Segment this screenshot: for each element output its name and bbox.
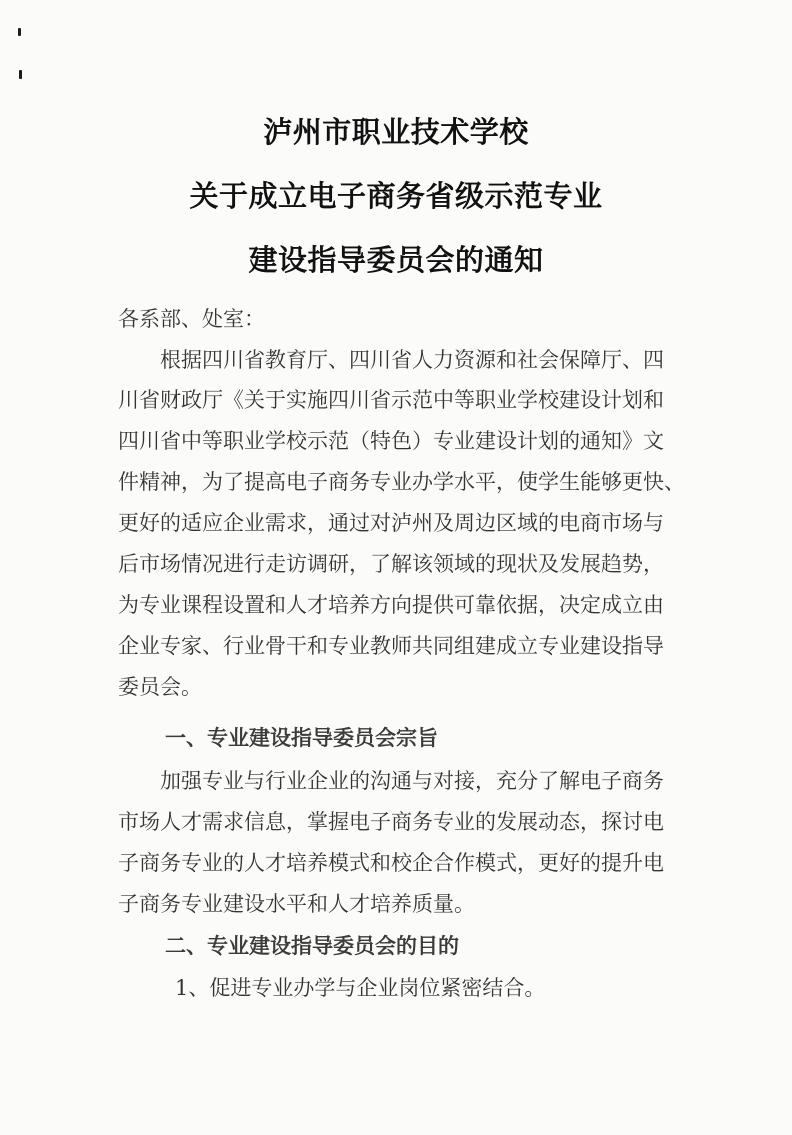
paragraph-2-line: 子商务专业的人才培养模式和校企合作模式，更好的提升电 <box>118 851 664 875</box>
paragraph-1-line: 为专业课程设置和人才培养方向提供可靠依据，决定成立由 <box>118 593 664 617</box>
title-line-1: 泸州市职业技术学校 <box>263 115 529 149</box>
paragraph-1-line: 后市场情况进行走访调研，了解该领域的现状及发展趋势， <box>118 552 664 576</box>
paragraph-1-line: 企业专家、行业骨干和专业教师共同组建成立专业建设指导 <box>118 634 664 658</box>
paragraph-1-line: 更好的适应企业需求，通过对泸州及周边区域的电商市场与 <box>118 511 664 535</box>
section-2-heading: 二、专业建设指导委员会的目的 <box>165 934 459 958</box>
paragraph-2-line: 加强专业与行业企业的沟通与对接，充分了解电子商务 <box>160 769 664 793</box>
salutation: 各系部、处室： <box>118 307 265 331</box>
scan-mark <box>19 70 22 79</box>
list-item-1: 1、促进专业办学与企业岗位紧密结合。 <box>175 976 546 1000</box>
paragraph-1-line: 川省财政厅《关于实施四川省示范中等职业学校建设计划和 <box>118 388 664 412</box>
paragraph-1-line: 委员会。 <box>118 675 202 699</box>
title-line-2: 关于成立电子商务省级示范专业 <box>189 179 603 213</box>
scan-mark <box>18 28 21 36</box>
paragraph-1-line: 四川省中等职业学校示范（特色）专业建设计划的通知》文 <box>118 429 664 453</box>
paragraph-1-line: 件精神，为了提高电子商务专业办学水平，使学生能够更快、 <box>118 470 685 494</box>
paragraph-2-line: 子商务专业建设水平和人才培养质量。 <box>118 892 475 916</box>
section-1-heading: 一、专业建设指导委员会宗旨 <box>165 726 438 750</box>
paragraph-1-line: 根据四川省教育厅、四川省人力资源和社会保障厅、四 <box>160 348 664 372</box>
title-line-3: 建设指导委员会的通知 <box>248 243 544 277</box>
paragraph-2-line: 市场人才需求信息，掌握电子商务专业的发展动态，探讨电 <box>118 810 664 834</box>
